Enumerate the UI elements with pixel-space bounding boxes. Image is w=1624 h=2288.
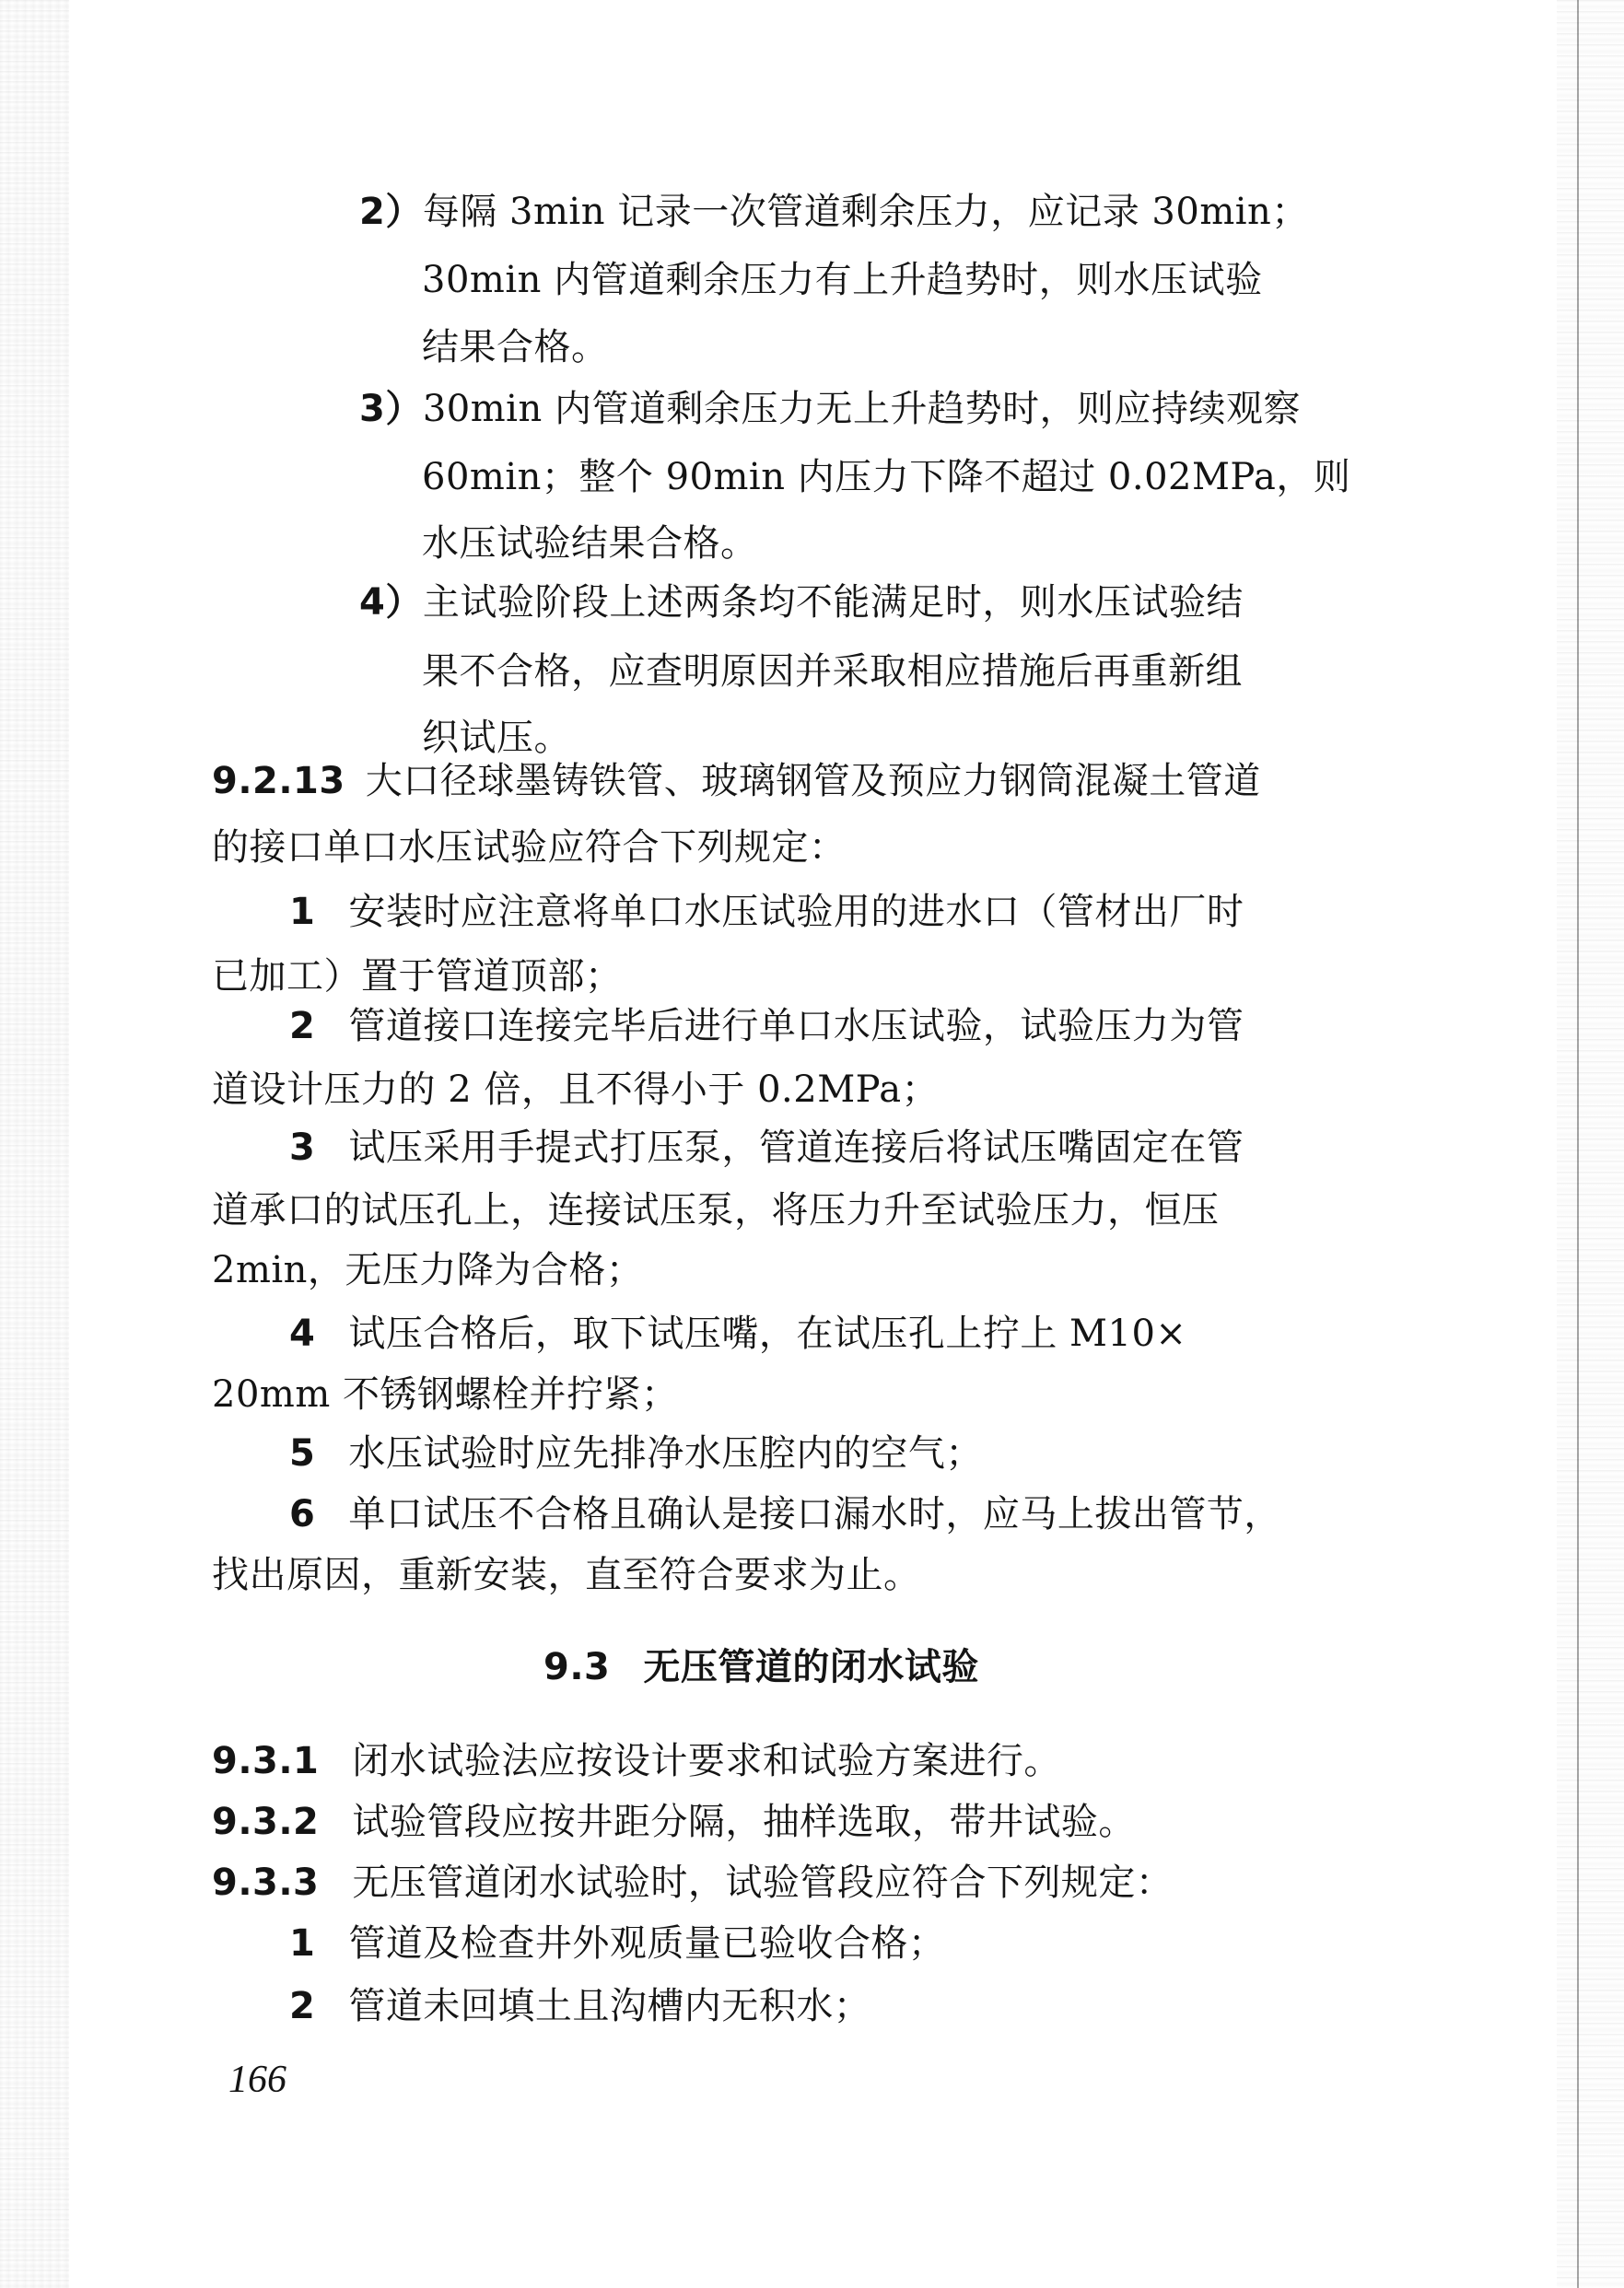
clause-9-2-13-item-3-line-2: 道承口的试压孔上，连接试压泵，将压力升至试验压力，恒压 (212, 1189, 1220, 1232)
clause-9-3-2: 9.3.2 试验管段应按井距分隔，抽样选取，带井试验。 (212, 1801, 1136, 1843)
clause-9-2-13-item-4-line-2: 20mm 不锈钢螺栓并拧紧； (212, 1373, 679, 1416)
clause-9-3-3: 9.3.3 无压管道闭水试验时，试验管段应符合下列规定： (212, 1862, 1174, 1904)
item-3-line-3: 水压试验结果合格。 (422, 522, 758, 565)
item-2-line-2: 30min 内管道剩余压力有上升趋势时，则水压试验 (422, 259, 1263, 301)
clause-9-2-13-item-3-line-3: 2min，无压力降为合格； (212, 1249, 644, 1291)
item-3-line-2: 60min；整个 90min 内压力下降不超过 0.02MPa，则 (422, 456, 1351, 498)
clause-9-2-13-item-1-line-1: 1 安装时应注意将单口水压试验用的进水口（管材出厂时 (289, 891, 1244, 933)
clause-9-3-3-item-2: 2 管道未回填土且沟槽内无积水； (289, 1985, 871, 2027)
clause-9-3-1: 9.3.1 闭水试验法应按设计要求和试验方案进行。 (212, 1740, 1061, 1782)
scan-edge-left (0, 0, 69, 2288)
page-number: 166 (228, 2059, 286, 2101)
clause-9-2-13-item-1-line-2: 已加工）置于管道顶部； (212, 955, 623, 998)
scan-edge-right (1557, 0, 1624, 2288)
clause-9-2-13-item-5-line-1: 5 水压试验时应先排净水压腔内的空气； (289, 1432, 983, 1475)
clause-9-3-3-item-1: 1 管道及检查井外观质量已验收合格； (289, 1922, 946, 1965)
item-3-line-1: 3）30min 内管道剩余压力无上升趋势时，则应持续观察 (359, 388, 1301, 430)
item-2-line-1: 2）每隔 3min 记录一次管道剩余压力，应记录 30min； (359, 191, 1309, 233)
clause-9-2-13-item-2-line-2: 道设计压力的 2 倍，且不得小于 0.2MPa； (212, 1068, 940, 1111)
clause-9-2-13-item-2-line-1: 2 管道接口连接完毕后进行单口水压试验，试验压力为管 (289, 1005, 1244, 1047)
clause-9-2-13-item-6-line-1: 6 单口试压不合格且确认是接口漏水时，应马上拔出管节， (289, 1493, 1281, 1535)
scan-edge-rule (1577, 0, 1579, 2288)
item-2-line-3: 结果合格。 (422, 326, 609, 368)
clause-9-2-13-line-1: 9.2.13 大口径球墨铸铁管、玻璃钢管及预应力钢筒混凝土管道 (212, 760, 1261, 802)
item-4-line-1: 4）主试验阶段上述两条均不能满足时，则水压试验结 (359, 581, 1244, 624)
clause-9-2-13-item-6-line-2: 找出原因，重新安装，直至符合要求为止。 (212, 1554, 921, 1596)
clause-9-2-13-item-3-line-1: 3 试压采用手提式打压泵，管道连接后将试压嘴固定在管 (289, 1126, 1244, 1169)
clause-9-2-13-item-4-line-1: 4 试压合格后，取下试压嘴，在试压孔上拧上 M10× (289, 1313, 1187, 1355)
item-4-line-3: 织试压。 (422, 717, 571, 759)
clause-9-2-13-line-2: 的接口单口水压试验应符合下列规定： (212, 826, 847, 869)
section-heading-9-3: 9.3 无压管道的闭水试验 (543, 1646, 979, 1688)
item-4-line-2: 果不合格，应查明原因并采取相应措施后再重新组 (422, 650, 1243, 693)
